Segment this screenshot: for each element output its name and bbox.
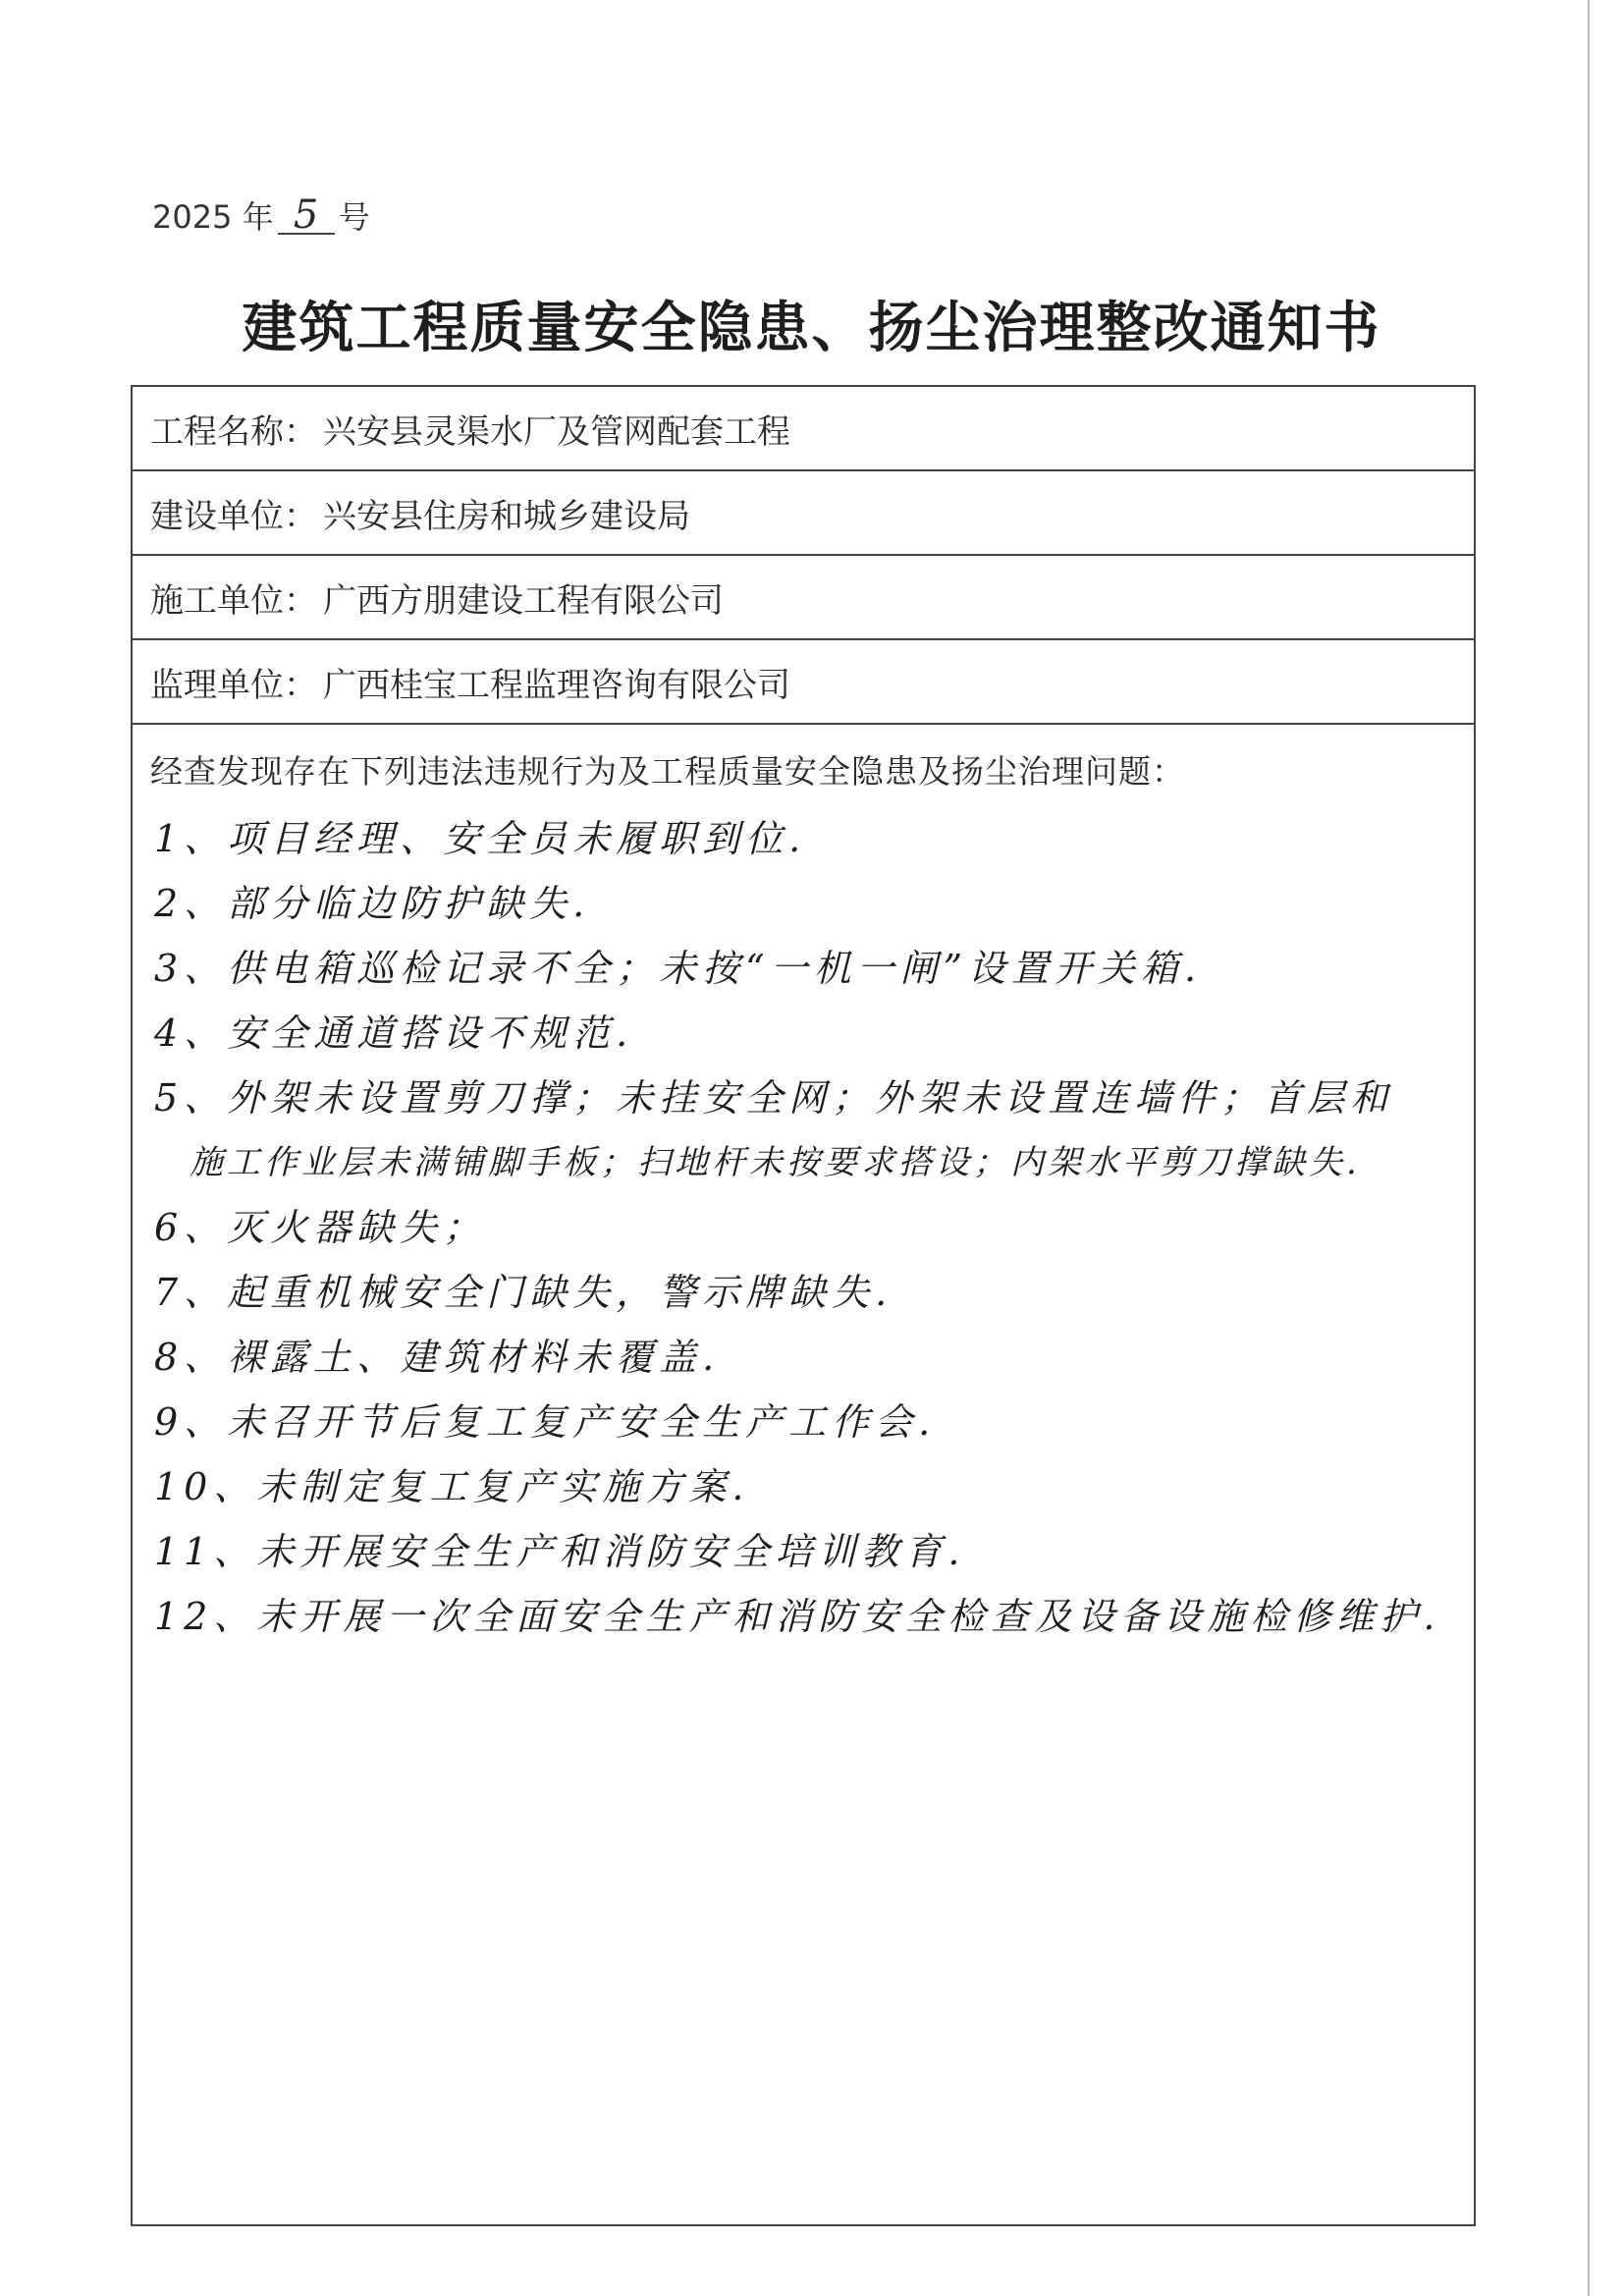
- info-row-construction-unit: [133, 556, 1474, 640]
- info-value: 广西方朋建设工程有限公司: [323, 580, 724, 621]
- document-year: 2025 年: [152, 198, 274, 236]
- info-value: 兴安县住房和城乡建设局: [323, 496, 690, 536]
- issue-item-continuation: 施工作业层未满铺脚手板；扫地杆未按要求搭设；内架水平剪刀撑缺失.: [189, 1143, 1361, 1182]
- issue-item: 2、部分临边防护缺失.: [154, 882, 591, 925]
- issue-item: 9、未召开节后复工复产安全生产工作会.: [154, 1400, 937, 1444]
- info-label: 建设单位: [150, 496, 284, 536]
- info-value: 兴安县灵渠水厂及管网配套工程: [323, 411, 790, 452]
- issue-item: 4、安全通道搭设不规范.: [154, 1011, 634, 1055]
- info-label: 监理单位: [150, 665, 284, 705]
- issue-item: 8、裸露土、建筑材料未覆盖.: [154, 1336, 721, 1379]
- info-label: 工程名称: [150, 411, 284, 452]
- issue-item: 5、外架未设置剪刀撑；未挂安全网；外架未设置连墙件；首层和: [154, 1076, 1394, 1120]
- document-title: 建筑工程质量安全隐患、扬尘治理整改通知书: [242, 296, 1381, 360]
- issue-item: 1、项目经理、安全员未履职到位.: [154, 817, 807, 860]
- info-colon: ：: [284, 580, 317, 621]
- issue-item: 3、供电箱巡检记录不全；未按“一机一闸”设置开关箱.: [154, 947, 1203, 990]
- info-value: 广西桂宝工程监理咨询有限公司: [323, 665, 790, 705]
- info-colon: ：: [284, 496, 317, 536]
- issue-item: 12、未开展一次全面安全生产和消防安全检查及设备设施检修维护.: [154, 1595, 1441, 1638]
- issue-item: 11、未开展安全生产和消防安全培训教育.: [154, 1530, 966, 1573]
- issues-heading: 经查发现存在下列违法违规行为及工程质量安全隐患及扬尘治理问题：: [150, 752, 1185, 791]
- info-label: 施工单位: [150, 580, 284, 621]
- issue-item: 10、未制定复工复产实施方案.: [154, 1465, 750, 1508]
- document-number: [152, 192, 370, 238]
- info-row-owner-unit: [133, 471, 1474, 556]
- issue-item: 6、灭火器缺失；: [154, 1206, 487, 1249]
- info-row-supervision-unit: [133, 640, 1474, 725]
- issues-section: [133, 725, 1474, 1649]
- issue-item: 7、起重机械安全门缺失，警示牌缺失.: [154, 1271, 893, 1314]
- document-number-handwritten: 5: [278, 197, 335, 235]
- notice-form-table: [131, 385, 1476, 2226]
- info-colon: ：: [284, 411, 317, 452]
- info-colon: ：: [284, 665, 317, 705]
- info-row-project-name: [133, 387, 1474, 471]
- document-number-suffix: 号: [338, 198, 370, 236]
